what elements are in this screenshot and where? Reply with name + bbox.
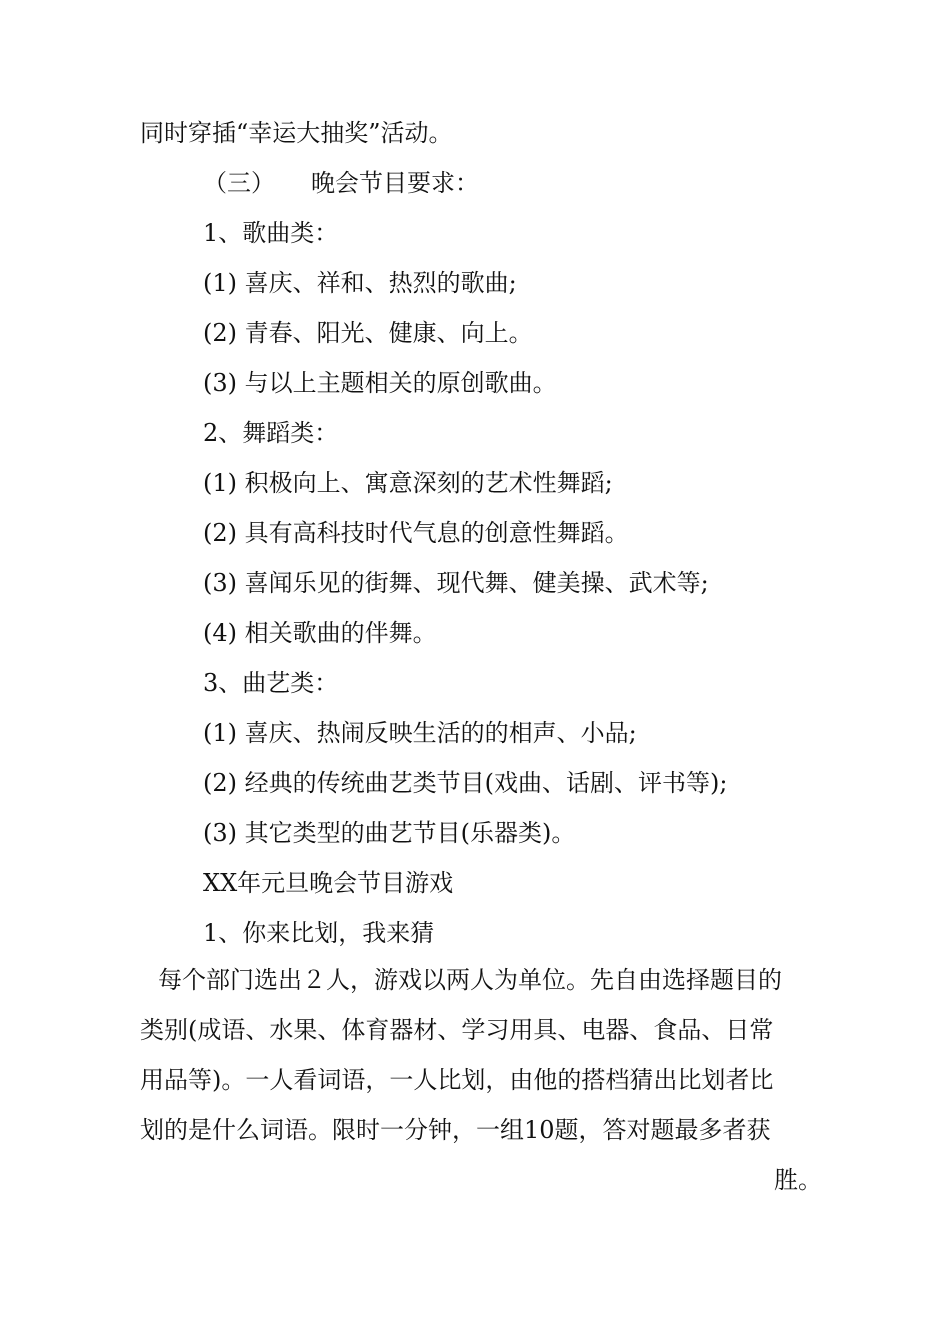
list-item: (2) 青春、阳光、健康、向上。: [203, 319, 533, 347]
list-item: (1) 喜庆、热闹反映生活的的相声、小品;: [203, 719, 637, 747]
category-heading: 2、舞蹈类：: [203, 419, 339, 447]
list-item: (3) 与以上主题相关的原创歌曲。: [203, 369, 557, 397]
paragraph-line: 用品等)。一人看词语，一人比划，由他的搭档猜出比划者比: [140, 1066, 774, 1094]
list-item: (4) 相关歌曲的伴舞。: [203, 619, 437, 647]
game-heading: 1、你来比划，我来猜: [203, 919, 435, 947]
list-item: (1) 积极向上、寓意深刻的艺术性舞蹈;: [203, 469, 613, 497]
list-item: (2) 经典的传统曲艺类节目(戏曲、话剧、评书等);: [203, 769, 728, 797]
list-item: (3) 其它类型的曲艺节目(乐器类)。: [203, 819, 576, 847]
paragraph-line: 划的是什么词语。限时一分钟，一组10题，答对题最多者获: [140, 1116, 771, 1144]
category-heading: 1、歌曲类：: [203, 219, 339, 247]
text-line: 同时穿插“幸运大抽奖”活动。: [140, 119, 453, 147]
game-description: [140, 955, 828, 1205]
category-heading: 3、曲艺类：: [203, 669, 339, 697]
list-item: (1) 喜庆、祥和、热烈的歌曲;: [203, 269, 517, 297]
paragraph-line: 胜。: [774, 1166, 822, 1194]
list-item: (2) 具有高科技时代气息的创意性舞蹈。: [203, 519, 629, 547]
paragraph-line: 每个部门选出２人，游戏以两人为单位。先自由选择题目的: [158, 966, 782, 994]
section-heading: （三） 晚会节目要求：: [203, 169, 479, 197]
list-item: (3) 喜闻乐见的街舞、现代舞、健美操、武术等;: [203, 569, 709, 597]
section-title: XX年元旦晚会节目游戏: [203, 869, 454, 897]
paragraph-line: 类别(成语、水果、体育器材、学习用具、电器、食品、日常: [140, 1016, 774, 1044]
